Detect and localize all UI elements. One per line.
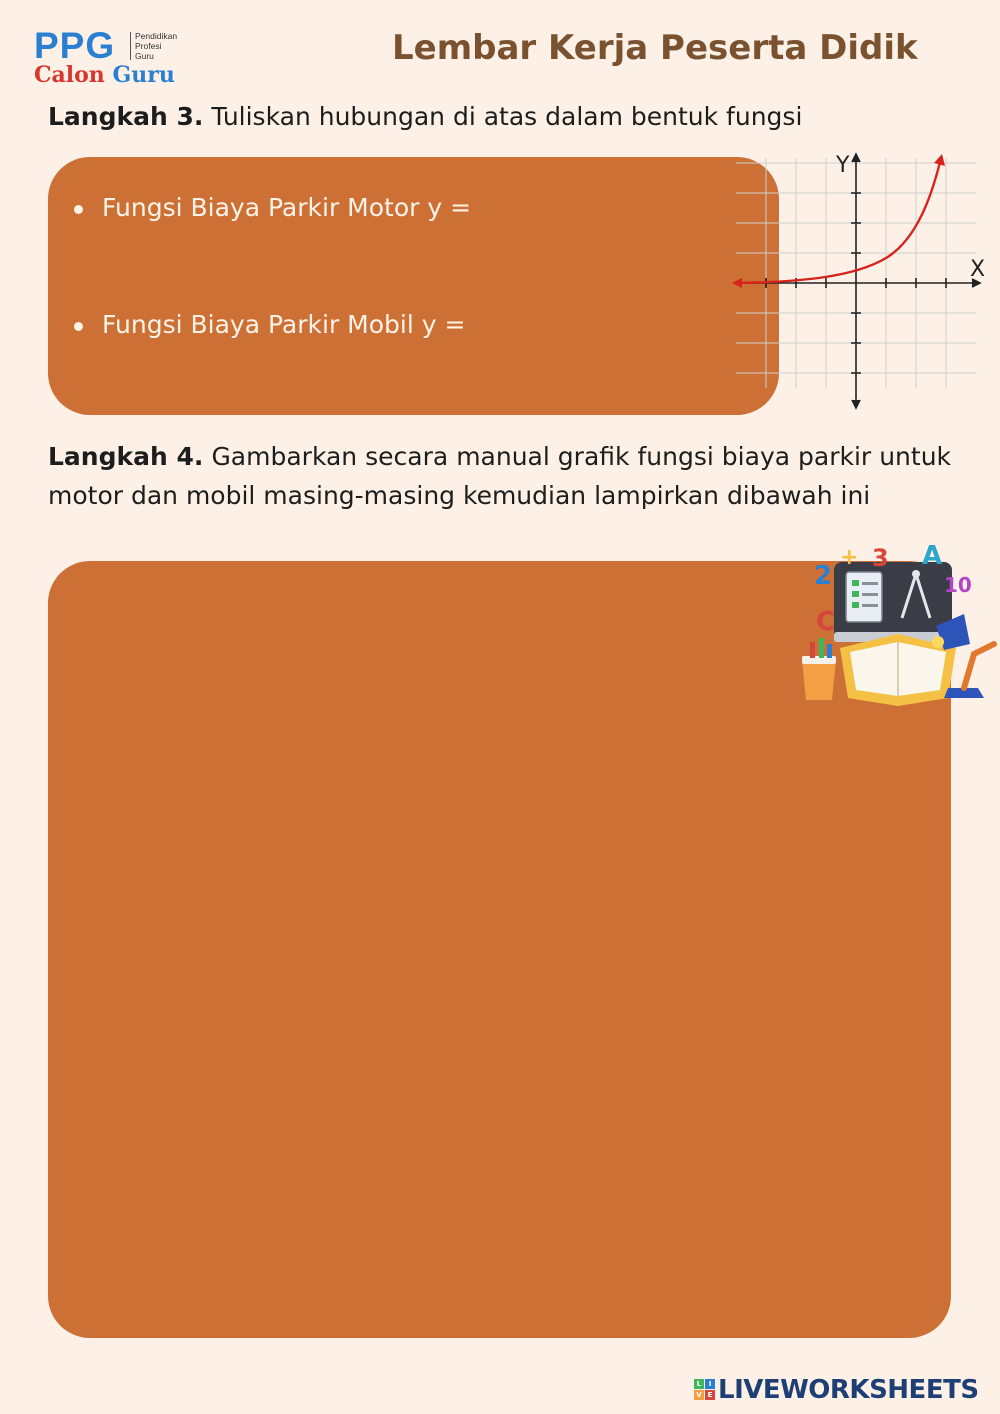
glyph-plus: + [840, 545, 859, 570]
logo-calon-text: Calon [34, 62, 105, 88]
logo-ppg-text: PPG [34, 25, 116, 66]
graph-y-label: Y [836, 153, 850, 178]
glyph-a: A [922, 541, 943, 571]
liveworksheets-text: LIVEWORKSHEETS [718, 1375, 979, 1405]
step4-text: Gambarkan secara manual grafik fungsi biaya parkir untuk motor dan mobil masing-masing kemudian lampirkan dibawah ini [48, 442, 952, 510]
exponential-graph-illustration [726, 148, 990, 416]
icon-letter-i: I [705, 1379, 715, 1389]
logo-subtitle-line: Profesi [135, 41, 162, 51]
monitor-illustration [834, 562, 952, 642]
pencil-cup-illustration [802, 638, 836, 700]
step3-answer-box [48, 157, 779, 415]
logo-subtitle [135, 31, 177, 61]
glyph-10: 10 [944, 573, 972, 597]
ppg-calon-guru-logo [34, 26, 194, 88]
step3-label: Langkah 3. [48, 102, 204, 131]
logo-subtitle-line: Guru [135, 51, 154, 61]
step3-text: Tuliskan hubungan di atas dalam bentuk fungsi [211, 102, 803, 131]
liveworksheets-branding [694, 1375, 994, 1405]
icon-letter-v: V [694, 1390, 704, 1400]
step4-instruction [48, 437, 951, 515]
graph-curve-left-arrow [732, 278, 742, 288]
icon-letter-l: L [694, 1379, 704, 1389]
liveworksheets-icon [694, 1379, 716, 1401]
glyph-2: 2 [814, 561, 833, 591]
page-title: Lembar Kerja Peserta Didik [392, 28, 918, 68]
education-clipart [798, 538, 998, 713]
motor-function-item: Fungsi Biaya Parkir Motor y = [102, 193, 472, 222]
glyph-3: 3 [872, 544, 889, 572]
logo-divider [130, 32, 131, 60]
logo-subtitle-line: Pendidikan [135, 31, 178, 41]
logo-calon-guru [34, 62, 175, 88]
graph-curve-top-arrow [934, 154, 945, 166]
mobil-function-item: Fungsi Biaya Parkir Mobil y = [102, 310, 466, 339]
logo-guru-text: Guru [112, 62, 175, 88]
icon-letter-e: E [705, 1390, 715, 1400]
graph-x-label: X [970, 257, 986, 282]
step4-label: Langkah 4. [48, 442, 204, 471]
step3-instruction [48, 100, 802, 134]
glyph-c: C [816, 607, 836, 637]
